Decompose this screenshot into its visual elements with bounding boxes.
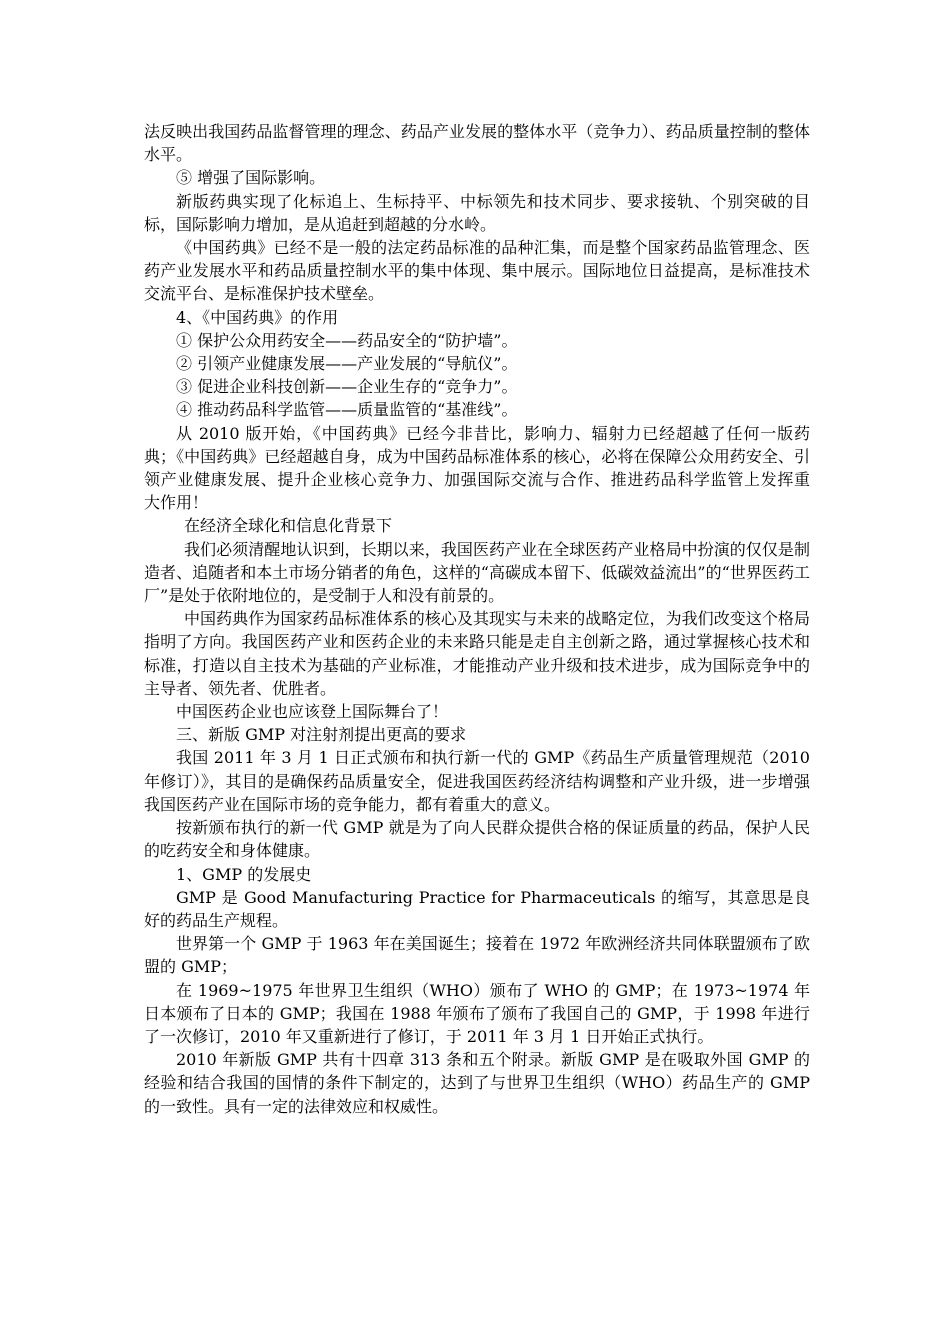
- list-item: ④ 推动药品科学监管——质量监管的“基准线”。: [176, 400, 518, 420]
- paragraph: 在经济全球化和信息化背景下: [184, 516, 393, 536]
- paragraph: 从 2010 版开始，《中国药典》已经今非昔比，影响力、辐射力已经超越了任何一版药典；《中国药典》已经超越自身，成为中国药品标准体系的核心，必将在保障公众用药安全、引领产业健康发展、提升企业核心竞争力、加强国际交流与合作、推进药品科学监管上发挥重 大作用！: [144, 423, 832, 513]
- list-item: ① 保护公众用药安全——药品安全的“防护墙”。: [176, 330, 518, 350]
- paragraph: 世界第一个 GMP 于 1963 年在美国诞生；接着在 1972 年欧洲经济共同体联盟颁布了欧盟的 GMP；: [144, 934, 810, 977]
- paragraph: 2010 年新版 GMP 共有十四章 313 条和五个附录。新版 GMP 是在吸取外国 GMP 的经验和结合我国的国情的条件下制定的，达到了与世界卫生组织（WHO）药品生产的 GMP 的一致性。具有一定的法律效应和权威性。: [144, 1050, 810, 1116]
- paragraph: 在 1969~1975 年世界卫生组织（WHO）颁布了 WHO 的 GMP；在 1973~1974 年日本颁布了日本的 GMP；我国在 1988 年颁布了颁布了我国自己的 GMP，于 1998 年进行了一次修订，2010 年又重新进行了修订，于 2011 年 3 月 1 日开始正式执行。: [144, 980, 810, 1046]
- section-heading: 1、GMP 的发展史: [176, 864, 312, 884]
- paragraph: 法反映出我国药品监督管理的理念、药品产业发展的整体水平（竞争力）、药品质量控制的整体水平。: [144, 122, 810, 165]
- list-item: ③ 促进企业科技创新——企业生存的“竞争力”。: [176, 377, 518, 397]
- paragraph: 中国药典作为国家药品标准体系的核心及其现实与未来的战略定位，为我们改变这个格局指明了方向。我国医药产业和医药企业的未来路只能是走自主创新之路，通过掌握核心技术和标准，打造以自主技术为基础的产业标准，才能推动产业升级和技术进步，成为国际竞争中的主导者、领先者、优胜者。: [144, 609, 810, 698]
- paragraph: 按新颁布执行的新一代 GMP 就是为了向人民群众提供合格的保证质量的药品，保护人民的吃药安全和身体健康。: [144, 818, 810, 861]
- section-heading: 4、《中国药典》的作用: [176, 307, 339, 327]
- paragraph: 《中国药典》已经不是一般的法定药品标准的品种汇集，而是整个国家药品监管理念、医药产业发展水平和药品质量控制水平的集中体现、集中展示。国际地位日益提高，是标准技术交流平台、是标准保护技术壁垒。: [144, 238, 810, 304]
- paragraph: GMP 是 Good Manufacturing Practice for Pharmaceuticals 的缩写，其意思是良好的药品生产规程。: [144, 887, 810, 930]
- document-page: [144, 120, 832, 1118]
- section-heading: 三、新版 GMP 对注射剂提出更高的要求: [176, 725, 467, 745]
- paragraph: 中国医药企业也应该登上国际舞台了！: [176, 702, 449, 722]
- paragraph: 新版药典实现了化标追上、生标持平、中标领先和技术同步、要求接轨、个别突破的目标，国际影响力增加，是从追赶到超越的分水岭。: [144, 191, 810, 234]
- list-item: ② 引领产业健康发展——产业发展的“导航仪”。: [176, 354, 518, 374]
- paragraph: ⑤ 增强了国际影响。: [176, 168, 326, 188]
- paragraph: 我国 2011 年 3 月 1 日正式颁布和执行新一代的 GMP《药品生产质量管理规范（2010 年修订）》，其目的是确保药品质量安全，促进我国医药经济结构调整和产业升级，进一步增强我国医药产业在国际市场的竞争能力，都有着重大的意义。: [144, 748, 810, 814]
- paragraph: 我们必须清醒地认识到，长期以来，我国医药产业在全球医药产业格局中扮演的仅仅是制造者、追随者和本土市场分销者的角色，这样的“高碳成本留下、低碳效益流出”的“世界医药工厂”是处于依附地位的，是受制于人和没有前景的。: [144, 539, 810, 606]
